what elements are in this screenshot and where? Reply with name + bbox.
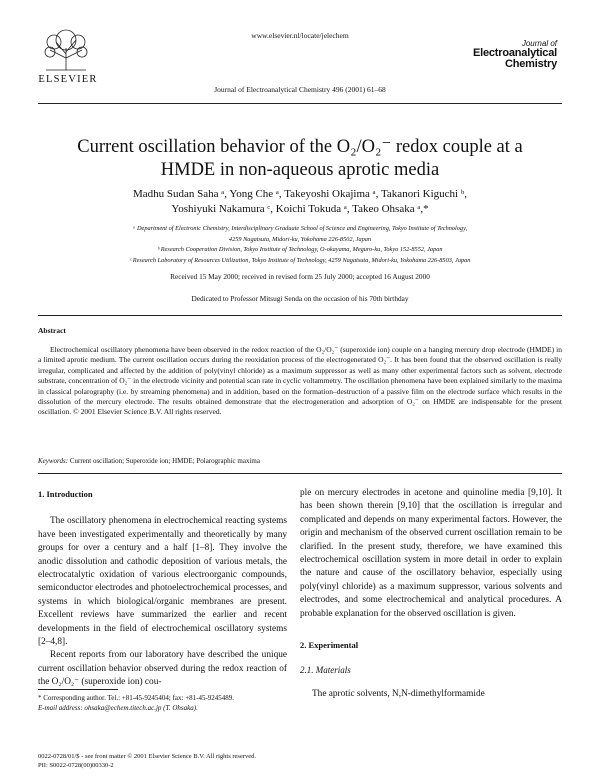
intro-continuation: ple on mercury electrodes in acetone and quinoline media [9,10]. It has been shown therein [9,10] that the oscillation is irregular and complicated and depends on many experimental factors. However, the origin and mechanism of the observed current oscillation remain to be clarified. In the present study, therefore, we have examined this electrochemical oscillation system in more detail in order to explain the nature and cause of the oscillatory behavior, especially using poly(vinyl chloride) as a maximum suppressor, various solvents and electrodes, and some electrochemical and analytical procedures. A probable explanation for the observed oscillation is given. [300,488,562,619]
keywords-label: Keywords: [38,457,69,465]
author-list [40,187,560,217]
affiliation-c: ᶜ Research Laboratory of Resources Utilization, Tokyo Institute of Technology, 4259 Nagatsuta, Midori-ku, Yokohama 226-8503, Japan [129,256,471,264]
corresponding-author: * Corresponding author. Tel.: +81-45-9245404; fax: +81-45-9245489. [38,694,235,702]
affiliations [40,224,560,266]
right-column [300,487,562,701]
materials-text: The aprotic solvents, N,N-dimethylformamide [312,688,485,699]
pii-line: PII: S0022-0728(00)00330-2 [38,762,114,769]
brand-line-3: Chemistry [505,58,557,70]
abstract-bottom-rule [38,473,562,474]
affiliation-a-address: 4259 Nagatsuta, Midori-ku, Yokohama 226-8502, Japan [228,235,372,243]
intro-paragraph-1: The oscillatory phenomena in electrochemical reacting systems have been investigated experimentally and theoretically by many groups for over a century and a half [1–8]. They involve the anodic dissolution and cathodic deposition of various metals, the electrocatalytic oxidation of various electroorganic compounds, semiconductor electrodes and photoelectrochemical processes, and systems in which biological/organic membranes are present. Excellent reviews have summarized the earlier and recent developments in the field of electrochemical oscillatory systems [2–4,8]. [38,516,287,648]
dedication: Dedicated to Professor Mitsugi Senda on the occasion of his 70th birthday [191,294,409,303]
title-line-2: HMDE in non-aqueous aprotic media [160,160,440,180]
header-rule [38,103,562,104]
title-line-1: Current oscillation behavior of the O₂/O₂⁻ redox couple at a [77,137,523,157]
journal-brand [447,40,557,70]
affiliation-a: ᵃ Department of Electronic Chemistry, Interdisciplinary Graduate School of Science and Engineering, Tokyo Institute of Technology, [132,225,468,232]
footnote-rule [38,689,118,690]
experimental-heading: 2. Experimental [300,640,359,651]
intro-heading: 1. Introduction [38,489,93,499]
article-title [40,136,560,182]
abstract-heading: Abstract [38,326,66,335]
left-column [38,488,287,690]
copyright-footer [38,752,256,770]
journal-url[interactable]: www.elsevier.nl/locate/jelechem [251,31,349,40]
copyright-line: 0022-0728/01/$ - see front matter © 2001 Elsevier Science B.V. All rights reserved. [38,753,257,760]
authors-line-1: Madhu Sudan Saha ᵃ, Yong Che ᵃ, Takeyoshi Okajima ᵃ, Takanori Kiguchi ᵇ, [132,188,468,200]
authors-line-2: Yoshiyuki Nakamura ᶜ, Koichi Tokuda ᵃ, Takeo Ohsaka ᵃ,* [171,203,429,215]
journal-citation: Journal of Electroanalytical Chemistry 496 (2001) 61–68 [214,85,386,94]
keywords [38,457,562,465]
elsevier-logo-text: ELSEVIER [38,74,98,85]
abstract-text: Electrochemical oscillatory phenomena have been observed in the redox reaction of the O₂/O₂⁻ (superoxide ion) couple on a hanging mercury drop electrode (HMDE) in a limited aprotic medium. The current oscillation occurs during the reoxidation process of the electrogenerated O₂⁻. It has been found that the observed oscillation is really irregular, complicated and affected by the addition of poly(vinyl chloride) as a maximum suppressor as well as many other experimental factors such as solvent, electrode substrate, concentration of O₂⁻ in the electrode vicinity and potential scan rate in cyclic voltammetry. The oscillation phenomena have been explained similarly to the maxima in classical polarography (i.e. by streaming phenomena) and in addition, based on the formation–destruction of a passive film on the electrode surface which results in the dissolution of the mercury electrode. The results obtained demonstrate that the electrogeneration and adsorption of O₂⁻ on HMDE are indispensable for the present oscillation. © 2001 Elsevier Science B.V. All rights reserved. [38,345,562,417]
abstract-top-rule [38,315,562,316]
brand-line-1: Journal of [521,39,557,48]
intro-paragraph-2: Recent reports from our laboratory have described the unique current oscillation behavior observed during the redox reaction of the O₂/O₂⁻ (superoxide ion) cou- [38,650,287,688]
footnote [38,693,287,713]
affiliation-b: ᵇ Research Cooperation Division, Tokyo Institute of Technology, O-okayama, Meguro-ku, Tokyo 152-8552, Japan [157,246,443,254]
received-dates: Received 15 May 2000; received in revised form 25 July 2000; accepted 16 August 2000 [170,272,430,281]
keywords-list: Current oscillation; Superoxide ion; HMDE; Polarographic maxima [69,457,260,465]
email-address[interactable]: E-mail address: ohsaka@echem.titech.ac.jp (T. Ohsaka). [38,704,198,712]
materials-heading: 2.1. Materials [300,665,351,676]
brand-line-2: Electroanalytical [472,47,557,59]
